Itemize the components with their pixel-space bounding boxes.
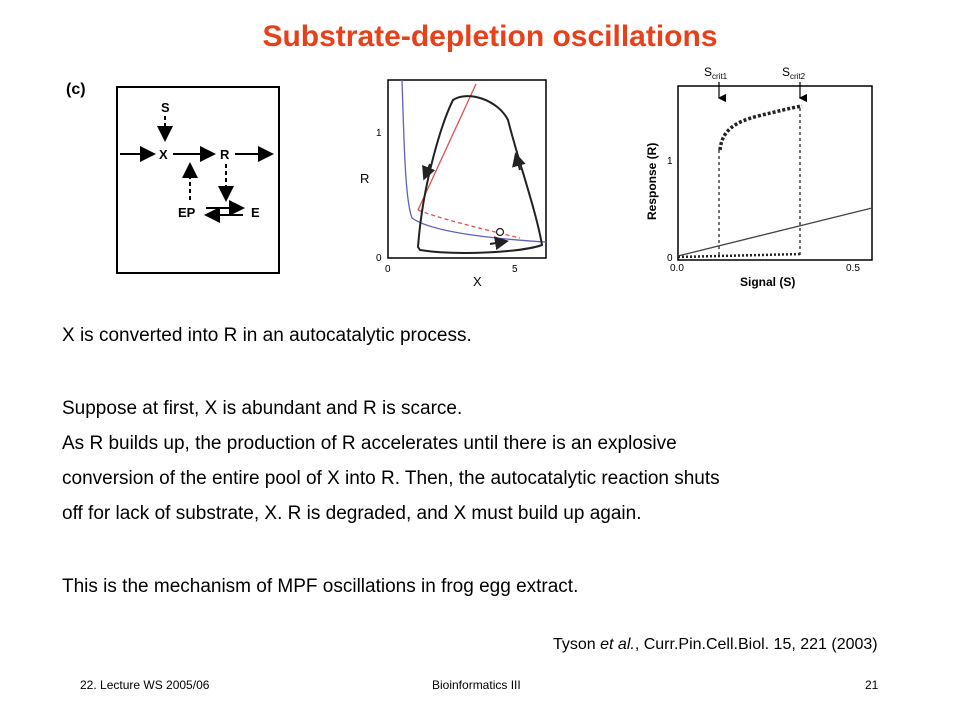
signal-response-line — [678, 208, 872, 256]
paragraph-gap — [62, 353, 922, 391]
scrit2-sub: crit2 — [790, 72, 806, 81]
paragraph-1: X is converted into R in an autocatalytic process. — [62, 325, 472, 346]
citation-etal: et al. — [600, 636, 635, 653]
limit-cycle-trajectory — [418, 96, 542, 253]
species-s: S — [161, 100, 170, 115]
species-r: R — [220, 147, 230, 162]
reaction-schematic — [58, 60, 298, 280]
lower-branch — [678, 254, 802, 257]
paragraph-3-line-1: As R builds up, the production of R accelerates until there is an explosive — [62, 433, 677, 454]
paragraph-2: Suppose at first, X is abundant and R is scarce. — [62, 398, 463, 419]
scrit1-base: S — [704, 65, 713, 79]
r-nullcline-dashed — [418, 210, 520, 238]
phase-y-label: R — [360, 171, 370, 186]
footer-page-number: 21 — [865, 678, 879, 692]
body-text — [62, 318, 922, 604]
scrit2-label — [782, 65, 806, 81]
panel-label: (c) — [66, 81, 86, 98]
phase-x-tick-5: 5 — [512, 264, 518, 275]
paragraph-3-line-2: conversion of the entire pool of X into R. Then, the autocatalytic reaction shuts — [62, 468, 720, 489]
citation — [553, 636, 878, 654]
bif-x-tick-5: 0.5 — [846, 263, 860, 274]
upper-branch — [720, 106, 802, 150]
r-nullcline — [418, 84, 476, 210]
scrit1-label — [704, 65, 728, 81]
species-e: E — [251, 205, 260, 220]
bif-x-label: Signal (S) — [740, 275, 796, 289]
phase-x-tick-0: 0 — [385, 264, 391, 275]
paragraph-3-line-3: off for lack of substrate, X. R is degraded, and X must build up again. — [62, 503, 642, 524]
bif-x-tick-0: 0.0 — [670, 263, 684, 274]
steady-state-point — [497, 229, 504, 236]
scrit2-base: S — [782, 65, 791, 79]
bif-y-tick-1: 1 — [667, 156, 673, 167]
species-ep: EP — [178, 205, 196, 220]
footer-course: Bioinformatics III — [432, 678, 521, 692]
citation-rest: , Curr.Pin.Cell.Biol. 15, 221 (2003) — [634, 636, 878, 653]
bifurcation-plot — [630, 60, 880, 300]
phase-plane-plot — [358, 60, 558, 290]
bif-y-label: Response (R) — [645, 142, 659, 220]
paragraph-gap — [62, 531, 922, 569]
scrit1-sub: crit1 — [712, 72, 728, 81]
x-nullcline — [402, 80, 546, 242]
trajectory-arrow-bottom — [490, 242, 502, 244]
phase-x-label: X — [473, 274, 482, 289]
footer-lecture: 22. Lecture WS 2005/06 — [80, 678, 210, 692]
phase-y-tick-1: 1 — [376, 128, 382, 139]
slide-title: Substrate-depletion oscillations — [262, 20, 718, 53]
bif-y-tick-0: 0 — [667, 253, 673, 264]
paragraph-4: This is the mechanism of MPF oscillations in frog egg extract. — [62, 576, 579, 597]
phase-y-tick-0: 0 — [376, 253, 382, 264]
species-x: X — [159, 147, 168, 162]
citation-authors: Tyson — [553, 636, 601, 653]
schematic-frame — [117, 87, 279, 273]
